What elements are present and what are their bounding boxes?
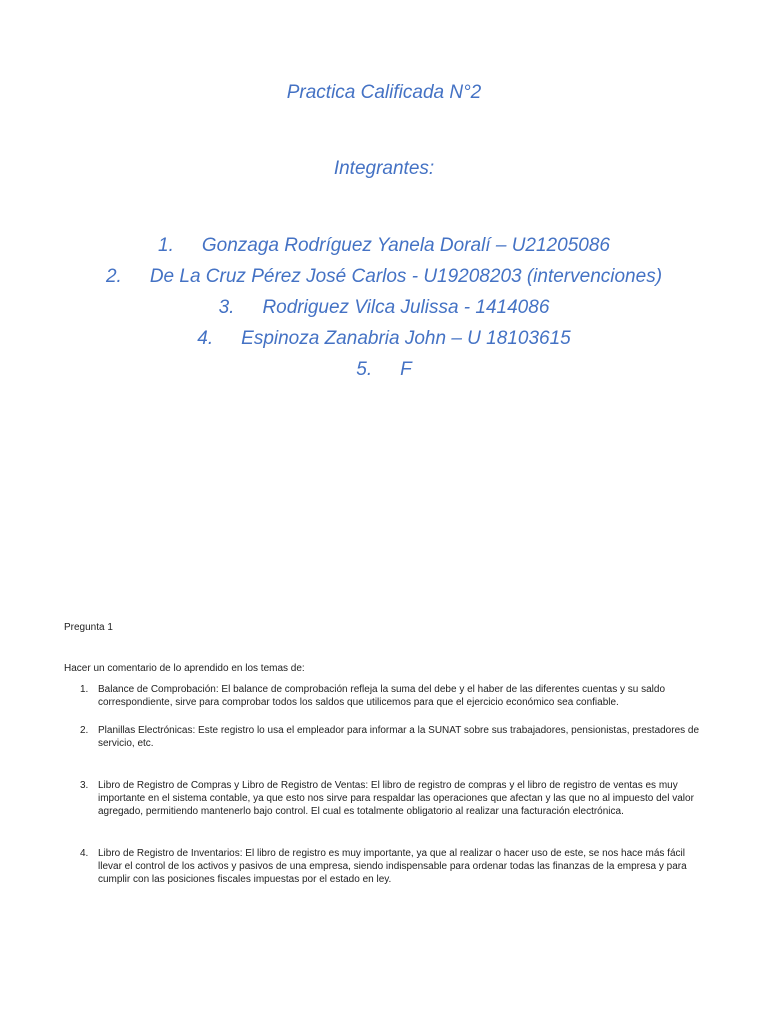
- member-text: Gonzaga Rodríguez Yanela Doralí – U21205086: [201, 235, 610, 256]
- list-item-number: 1.: [80, 684, 89, 695]
- list-item-text: Balance de Comprobación: El balance de comprobación refleja la suma del debe y el haber de las diferentes cuentas y su saldo correspondiente, sirve para comprobar todos los saldos que utilicemos para que el ejercicio económico sea confiable.: [98, 684, 666, 708]
- member-number: 3.: [218, 297, 235, 318]
- member-item: [0, 297, 768, 319]
- list-item: [80, 683, 710, 709]
- member-number: 1.: [158, 235, 174, 256]
- list-item-number: 4.: [80, 848, 89, 859]
- list-item: [80, 779, 710, 818]
- member-text: De La Cruz Pérez José Carlos - U19208203 (intervenciones): [149, 266, 663, 287]
- member-text: F: [400, 359, 412, 380]
- question-heading: Pregunta 1: [64, 622, 113, 633]
- member-item: [0, 359, 768, 381]
- member-number: 4.: [197, 328, 214, 349]
- document-title: Practica Calificada N°2: [286, 82, 482, 103]
- member-item: [0, 328, 768, 350]
- member-number: 2.: [105, 266, 122, 287]
- member-item: [0, 266, 768, 288]
- question-intro: Hacer un comentario de lo aprendido en los temas de:: [64, 663, 305, 674]
- list-item-number: 3.: [80, 780, 89, 791]
- list-item: [80, 847, 710, 886]
- integrantes-label: Integrantes:: [333, 158, 435, 179]
- list-item-text: Libro de Registro de Inventarios: El libro de registro es muy importante, ya que al realizar o hacer uso de este, se nos hace más fácil llevar el control de los activos y pasivos de una empresa, siendo indispensable para ordenar todas las finanzas de la empresa y para cumplir con las posiciones fiscales impuestas por el estado en ley.: [98, 848, 687, 885]
- list-item-text: Libro de Registro de Compras y Libro de Registro de Ventas: El libro de registro de compras y el libro de registro de ventas es muy importante en el sistema contable, ya que esto nos sirve para respaldar las operaciones que afectan y las que no al impuesto del valor agregado, permitiendo mantenerlo bajo control. El cual es totalmente obligatorio al realizar una facturación electrónica.: [98, 780, 694, 817]
- member-item: [0, 235, 768, 257]
- list-item: [80, 724, 710, 750]
- member-text: Espinoza Zanabria John – U 18103615: [241, 328, 571, 349]
- member-text: Rodriguez Vilca Julissa - 1414086: [262, 297, 550, 318]
- list-item-text: Planillas Electrónicas: Este registro lo usa el empleador para informar a la SUNAT sobre sus trabajadores, pensionistas, prestadores de servicio, etc.: [98, 725, 700, 749]
- member-number: 5.: [356, 359, 373, 380]
- list-item-number: 2.: [80, 725, 89, 736]
